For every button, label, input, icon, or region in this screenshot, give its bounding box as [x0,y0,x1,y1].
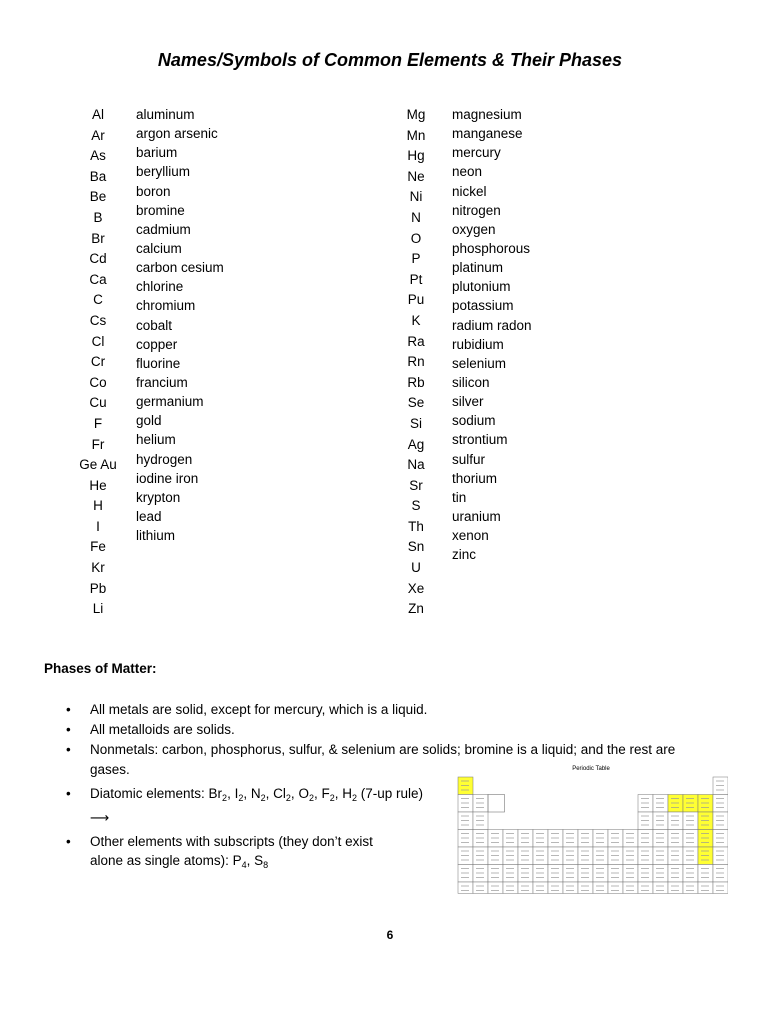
element-symbol: As [90,148,106,164]
bullet-dot: • [66,834,71,849]
element-name: fluorine [136,355,181,371]
element-name: platinum [452,260,504,276]
element-symbol: Cl [91,333,105,349]
element-symbol: Ca [89,271,107,287]
periodic-cell [653,882,668,893]
element-symbol: H [93,498,103,514]
element-name: krypton [136,489,181,505]
element-name: neon [452,164,483,180]
element-name: xenon [452,528,489,544]
element-name: barium [136,145,178,161]
element-name: selenium [452,355,507,371]
element-symbol: Hg [407,148,425,164]
element-name: nickel [452,183,487,199]
bullet-text: Nonmetals: carbon, phosphorus, sulfur, & selenium are solids; bromine is a liquid; and the rest are gases. [90,742,676,777]
element-symbol: Mn [406,127,426,143]
chemical-formula: $S_8$ [254,853,269,870]
element-symbol: Cd [89,251,107,267]
element-name: magnesium [452,107,522,122]
element-symbol: Th [408,518,424,534]
element-symbol: Ra [407,333,425,349]
element-name: argon arsenic [136,126,218,142]
element-symbol: Sr [409,477,423,493]
chemical-formula: $F_2$ [321,786,335,803]
element-name: oxygen [452,221,496,237]
periodic-cell [548,882,563,893]
phases-heading: Phases of Matter: [44,661,157,676]
chemical-formula: $H_2$ [342,786,358,803]
element-name: lead [136,508,162,524]
right-symbol-column [392,105,440,620]
element-symbol: Fe [90,539,106,555]
element-name: radium radon [452,317,532,333]
element-name: iodine iron [136,470,199,486]
element-symbol: Pb [89,580,107,596]
element-symbol: Pu [407,292,425,308]
element-symbol: Fr [91,436,105,452]
arrow-icon: ⟶ [90,810,110,825]
element-name: silver [452,394,484,410]
element-symbol: S [411,498,421,514]
element-name: silicon [452,374,490,390]
element-name: potassium [452,298,514,314]
bullet-metalloids [64,720,704,740]
element-name: phosphorous [452,240,531,256]
element-name: calcium [136,240,182,256]
periodic-cell [623,882,638,893]
element-symbol: Kr [91,560,105,576]
bullet-text: All metalloids are solids. [90,722,235,737]
periodic-cell [593,882,608,893]
element-symbol: He [89,477,107,493]
periodic-cell [578,882,593,893]
element-name: sodium [452,413,496,429]
bullet-text: alone as single atoms): [90,853,233,868]
element-name: zinc [452,547,477,563]
chemical-formula: $N_2$ [250,786,266,803]
element-name: rubidium [452,336,504,352]
periodic-cell [638,882,653,893]
element-symbol: Be [89,189,107,205]
element-symbol: Al [91,107,104,122]
periodic-empty-box [488,795,505,813]
element-name: bromine [136,202,185,218]
page-title: Names/Symbols of Common Elements & Their Phases [157,50,623,70]
periodic-cell [713,882,728,893]
element-name: sulfur [452,451,486,467]
element-symbol: Pt [409,271,423,287]
element-symbol: Cs [89,312,107,328]
element-symbol: B [93,209,103,225]
bullet-subscripts [64,832,460,875]
element-symbol: Se [407,395,425,411]
periodic-cell [608,882,623,893]
chemical-formula: $I_2$ [234,786,244,803]
element-symbol: Rb [407,374,425,390]
bullet-text: All metals are solid, except for mercury, which is a liquid. [90,702,428,717]
periodic-cell [503,882,518,893]
element-name: thorium [452,470,498,486]
periodic-cell [518,882,533,893]
element-symbol: Ar [91,127,105,143]
element-symbol: Ba [89,168,107,184]
element-name: uranium [452,508,501,524]
bullet-metals [64,700,704,720]
bullet-dot: • [66,742,71,757]
periodic-cell [458,882,473,893]
bullet-text: Diatomic elements: [90,786,209,801]
periodic-cell [698,882,713,893]
periodic-cell [683,882,698,893]
diatomic-formula-list: $Br_2$, $I_2$, $N_2$, $Cl_2$, $O_2$, $F_2$, $H_2$ [208,786,358,803]
element-name: copper [136,336,178,352]
element-symbol: Si [409,415,422,431]
element-symbol: K [411,312,421,328]
periodic-cell [668,882,683,893]
bullet-dot: • [66,722,71,737]
element-symbol: Cr [90,354,106,370]
element-symbol: I [96,518,100,534]
element-name: mercury [452,145,501,161]
periodic-table-image [456,763,728,913]
element-name: cobalt [136,317,173,333]
right-name-column [452,105,532,564]
periodic-cell [488,882,503,893]
element-symbol: C [93,292,103,308]
element-symbol: Zn [408,601,424,617]
chemical-formula: $Cl_2$ [273,786,291,803]
bullet-diatomic [64,784,460,828]
element-name: aluminum [136,107,195,122]
element-name: gold [136,413,162,429]
element-name: cadmium [136,221,191,237]
bullet-text: Other elements with subscripts (they don’t exist [90,834,373,849]
element-symbol: Cu [89,395,107,411]
element-name: boron [136,183,171,199]
periodic-cell [533,882,548,893]
element-name: beryllium [136,164,191,180]
element-symbol: Ne [407,168,425,184]
chemical-formula: $Br_2$ [208,786,228,803]
subscripted-formula-list: $P_4$, $S_8$ [232,853,269,870]
element-symbol: Ni [409,189,423,205]
element-symbol: Mg [406,107,426,122]
element-name: chlorine [136,279,184,295]
element-symbol: P [411,251,421,267]
element-name: plutonium [452,279,511,295]
left-symbol-column [70,105,126,620]
bullet-text: (7-up rule) [357,786,424,801]
element-symbol: N [411,209,421,225]
element-symbol: Li [92,601,104,617]
element-name: chromium [136,298,196,314]
element-symbol: F [93,415,103,431]
element-symbol: Ag [407,436,425,452]
element-name: hydrogen [136,451,193,467]
chemical-formula: $O_2$ [298,786,314,803]
element-symbol: Co [89,374,107,390]
periodic-table-caption: Periodic Table [572,766,610,772]
periodic-cell [563,882,578,893]
bullet-dot: • [66,702,71,717]
periodic-cell [473,882,488,893]
element-symbol: O [410,230,422,246]
element-name: lithium [136,528,176,544]
element-name: tin [452,489,467,505]
page-number: 6 [386,928,394,942]
element-symbol: Sn [407,539,425,555]
element-name: francium [136,374,188,390]
element-symbol: Na [407,457,425,473]
left-name-column [136,105,224,545]
element-name: helium [136,432,176,448]
bullet-dot: • [66,786,71,801]
element-name: nitrogen [452,202,501,218]
element-symbol: Rn [407,354,425,370]
chemical-formula: $P_4$ [232,853,247,870]
element-name: strontium [452,432,508,448]
element-name: carbon cesium [136,260,224,276]
element-symbol: Br [91,230,105,246]
element-name: manganese [452,126,523,142]
element-symbol: Ge Au [79,457,117,473]
element-symbol: U [411,560,421,576]
element-name: germanium [136,394,204,410]
element-symbol: Xe [407,580,425,596]
